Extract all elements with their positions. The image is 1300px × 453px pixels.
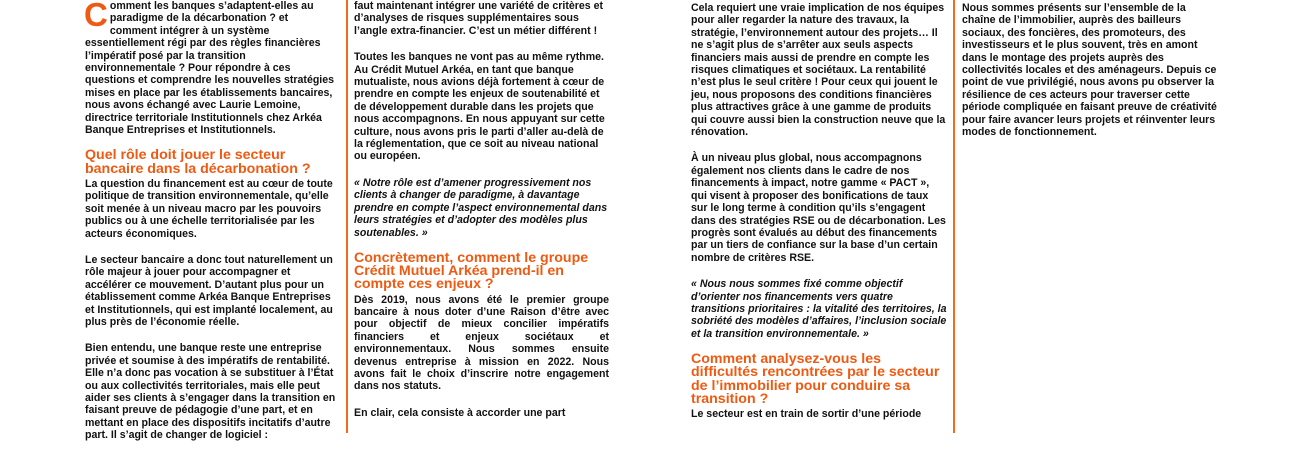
- question-heading-3: Comment analysez-vous les difficultés rencontrées par le secteur de l’immobilier pour conduire sa transition ?: [691, 351, 940, 407]
- paragraph: Bien entendu, une banque reste une entreprise privée et soumise à des impératifs de rentabilité. Elle n’a donc pas vocation à se substituer à l’État ou aux collectivités territoriales, mais elle peut aider ses clients à s’engager dans la transition en faisant preuve de pédagogie d’une part, et en mettant en place des dispositifs incitatifs d’autre part. Il s’agit de changer de logiciel :: [85, 342, 336, 442]
- pull-quote: « Notre rôle est d’amener progressivement nos clients à changer de paradigme, à davantage prendre en compte l’aspect environnemental dans leurs stratégies et d’adopter des modèles plus soutenables. »: [354, 176, 608, 239]
- paragraph: faut maintenant intégrer une variété de critères et d’analyses de risques supplémentaires sous l’angle extra-financier. C’est un métier différent !: [354, 0, 604, 37]
- paragraph: En clair, cela consiste à accorder une part: [354, 406, 566, 419]
- paragraph: À un niveau plus global, nous accompagnons également nos clients dans le cadre de nos financements à impact, notre gamme « PACT », qui visent à proposer des bonifications de taux sur le long terme à condition qu’ils s’engagent dans des stratégies RSE ou de décarbonation. Les progrès sont évalués au début des financements par un tiers de confiance sur la base d’un certain nombre de critères RSE.: [691, 152, 946, 264]
- column-divider: [346, 0, 348, 433]
- intro-text: omment les banques s’adaptent-elles au paradigme de la décarbonation ? et comment intégrer à un système essentiellement régi par des règles financières l’impératif posé par la transition environnementale ? Pour répondre à ces questions et comprendre les nouvelles stratégies mises en place par les établissements bancaires, nous avons échangé avec Laurie Lemoine, directrice territoriale Institutionnels chez Arkéa Banque Entreprises et Institutionnels.: [85, 0, 335, 137]
- paragraph: Nous sommes présents sur l’ensemble de la chaîne de l’immobilier, auprès des bailleurs sociaux, des foncières, des promoteurs, des investisseurs et le plus souvent, très en amont dans le montage des projets auprès des collectivités locales et des aménageurs. Depuis ce point de vue privilégié, nous avons pu observer la résilience de ces acteurs pour traverser cette période compliquée en faisant preuve de créativité pour faire avancer leurs projets et réinventer leurs modes de fonctionnement.: [962, 2, 1217, 139]
- column-1: [85, 0, 338, 453]
- drop-cap: C: [84, 0, 108, 33]
- column-divider: [953, 0, 955, 433]
- pull-quote: « Nous nous sommes fixé comme objectif d’orienter nos financements vers quatre transitions prioritaires : la vitalité des territoires, la sobriété des modèles d’affaires, l’inclusion sociale et la transition environnementale. »: [691, 278, 947, 340]
- question-heading-1: Quel rôle doit jouer le secteur bancaire dans la décarbonation ?: [85, 147, 311, 177]
- paragraph: Cela requiert une vraie implication de nos équipes pour aller regarder la nature des travaux, la stratégie, l’environnement autour des projets… Il ne s’agit plus de s’arrêter aux seuls aspects financiers mais aussi de prendre en compte les risques climatiques et sociétaux. La rentabilité n’est plus le seul critère ! Pour ceux qui jouent le jeu, nous proposons des conditions financières plus attractives grâce à une gamme de produits qui couvre aussi bien la construction neuve que la rénovation.: [691, 2, 946, 139]
- column-2: [354, 0, 609, 430]
- question-heading-2: Concrètement, comment le groupe Crédit Mutuel Arkéa prend-il en compte ces enjeux ?: [354, 249, 589, 293]
- paragraph: Toutes les banques ne vont pas au même rythme. Au Crédit Mutuel Arkéa, en tant que banque mutualiste, nous avions déjà fortement à cœur de prendre en compte les enjeux de soutenabilité et de développement durable dans les projets que nous accompagnons. En nous appuyant sur cette culture, nous avons pris le parti d’aller au-delà de la réglementation, que ce soit au niveau national ou européen.: [354, 51, 605, 163]
- intro-paragraph: [85, 0, 338, 136]
- paragraph: Le secteur bancaire a donc tout naturellement un rôle majeur à jouer pour accompagner et accélérer ce mouvement. D’autant plus pour un établissement comme Arkéa Banque Entreprises et Institutionnels, qui est implanté localement, au plus près de l’économie réelle.: [85, 253, 333, 328]
- column-4: [962, 0, 1218, 149]
- paragraph: Dès 2019, nous avons été le premier groupe bancaire à nous doter d’une Raison d’être avec pour objectif de mieux concilier impératifs financiers et enjeux sociétaux et environnementaux. Nous sommes ensuite devenus entreprise à mission en 2022. Nous avons fait le choix d’inscrire notre engagement dans nos statuts.: [354, 293, 609, 393]
- paragraph: La question du financement est au cœur de toute politique de transition environnementale, qu’elle soit menée à un niveau macro par les pouvoirs publics ou à une échelle territorialisée par les acteurs économiques.: [85, 177, 333, 240]
- paragraph: Le secteur est en train de sortir d’une période: [691, 407, 922, 420]
- column-3: [691, 0, 947, 431]
